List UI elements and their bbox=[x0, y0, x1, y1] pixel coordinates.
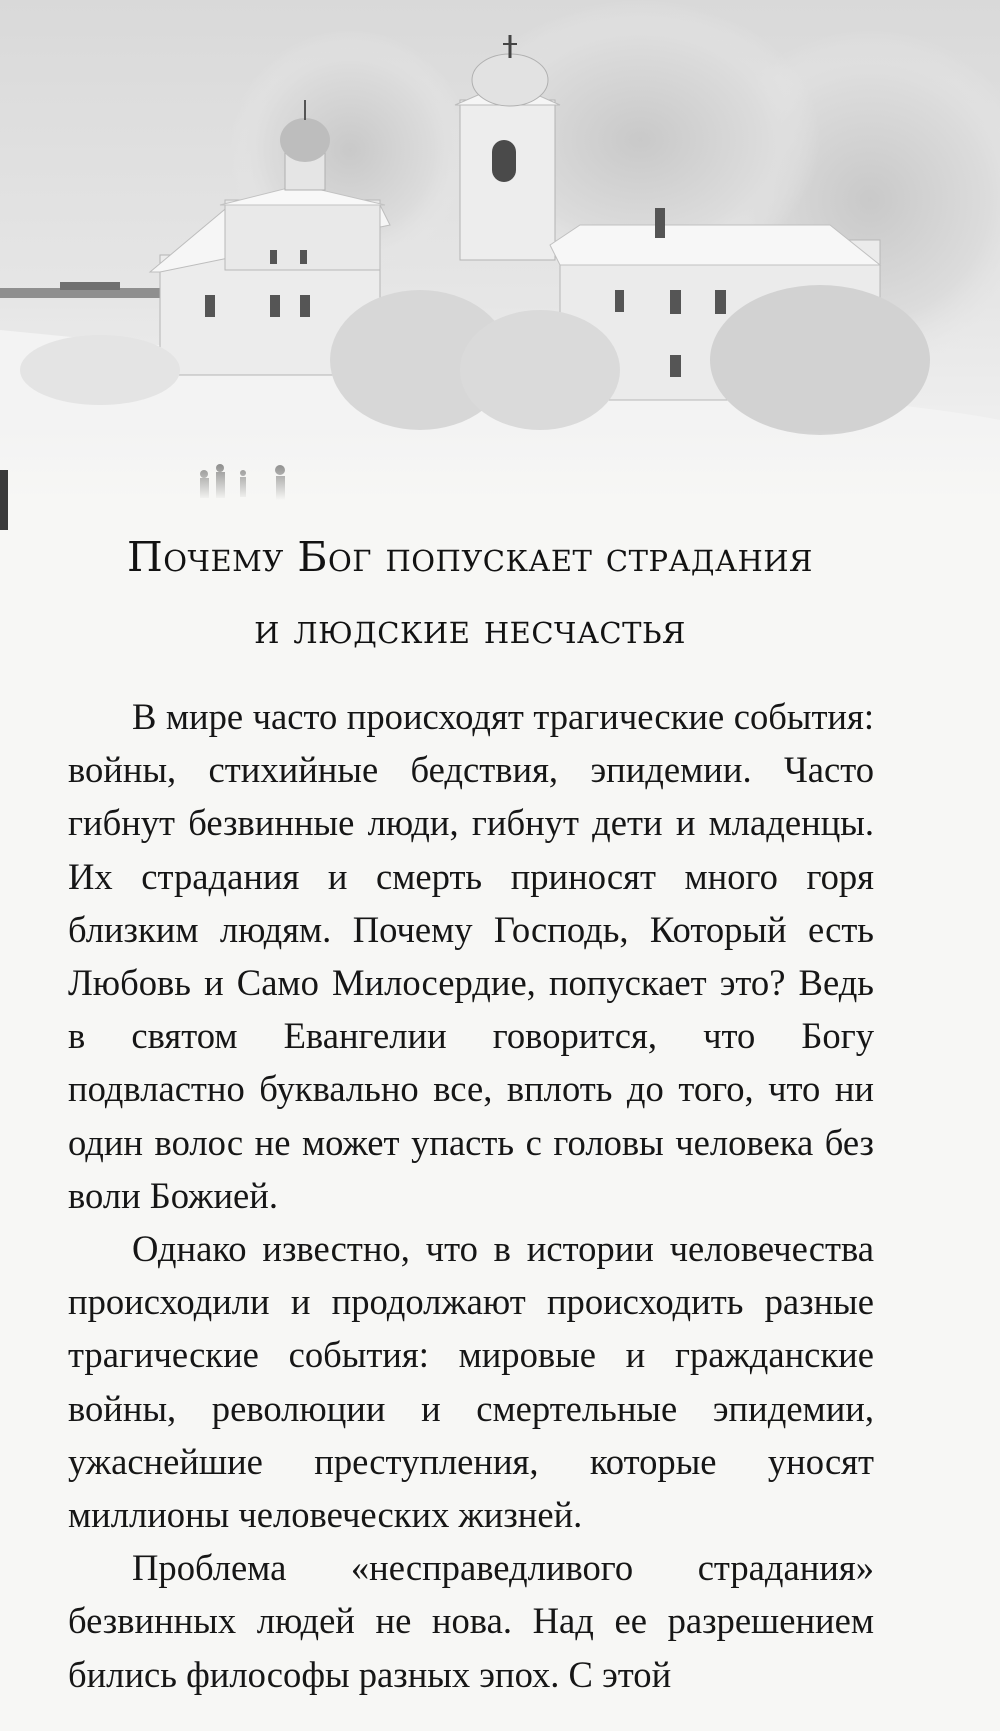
paragraph: В мире часто происходят трагические события: войны, стихийные бедствия, эпидемии. Часто гибнут безвинные люди, гибнут дети и младенцы. Их страдания и смерть приносят много горя близким людям. Почему Господь, Который есть Любовь и Само Милосердие, попускает это? Ведь в святом Евангелии говорится, что Богу подвластно буквально все, вплоть до того, что ни один волос не может упасть с головы человека без воли Божией. bbox=[68, 696, 874, 1216]
winter-monastery-photo bbox=[0, 0, 1000, 500]
page-edge-mark bbox=[0, 470, 8, 530]
paragraph: Проблема «несправедливого страдания» безвинных людей не нова. Над ее разрешением бились философы разных эпох. С этой bbox=[68, 1547, 874, 1695]
chapter-title-line-1: Почему Бог попускает страдания bbox=[127, 533, 813, 581]
chapter-title-line-2: и людские несчастья bbox=[254, 605, 686, 653]
body-text bbox=[68, 690, 874, 1701]
paragraph: Однако известно, что в истории человечества происходили и продолжают происходить разные трагические события: мировые и гражданские войны, революции и смертельные эпидемии, ужаснейшие преступления, которые уносят миллионы человеческих жизней. bbox=[68, 1228, 874, 1536]
